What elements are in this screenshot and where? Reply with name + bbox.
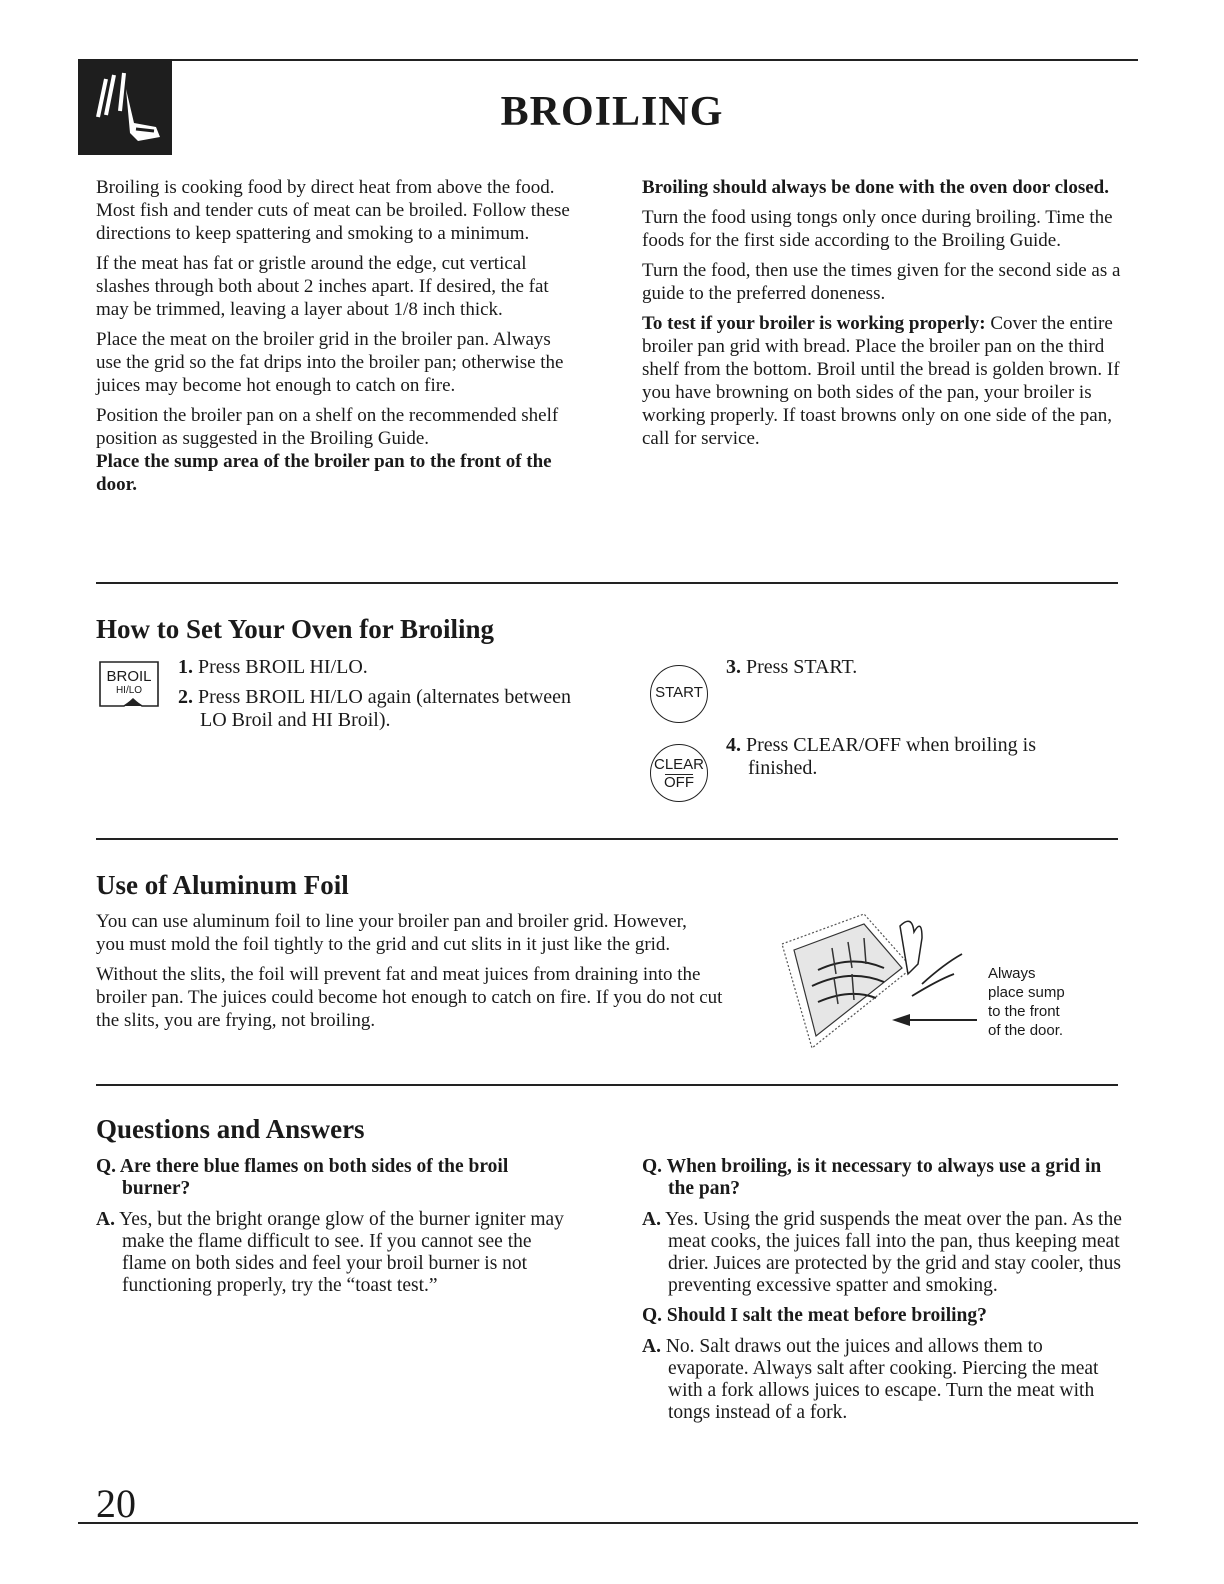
step-text: Press BROIL HI/LO.	[198, 656, 368, 678]
start-key-label: START	[655, 684, 703, 701]
answer-text: No. Salt draws out the juices and allows them to evaporate. Always salt after cooking. Piercing the meat with a fork allows juices to escape. Turn the meat with tongs instead of a fork.	[665, 1336, 1099, 1423]
question-text: Should I salt the meat before broiling?	[666, 1305, 987, 1326]
intro-paragraph: Turn the food, then use the times given for the second side as a guide to the preferred doneness.	[642, 260, 1121, 304]
question	[642, 1305, 1122, 1327]
foil-paragraph: Without the slits, the foil will prevent fat and meat juices from draining into the broiler pan. The juices could become hot enough to catch on fire. If you do not cut the slits, you are frying, not broiling.	[96, 964, 723, 1031]
setup-heading: How to Set Your Oven for Broiling	[96, 614, 495, 644]
intro-paragraph: Position the broiler pan on a shelf on the recommended shelf position as suggested in the Broiling Guide.	[96, 405, 559, 449]
caption-line: to the front	[988, 1003, 1060, 1020]
section-divider	[96, 1084, 1118, 1086]
step-2	[178, 686, 600, 732]
broiler-pan-illustration	[772, 908, 992, 1058]
section-divider	[96, 838, 1118, 840]
question-text: When broiling, is it necessary to always use a grid in the pan?	[666, 1156, 1102, 1199]
step-text: Press CLEAR/OFF when broiling is finished.	[746, 734, 1037, 779]
answer	[96, 1209, 566, 1297]
qa-left-column	[96, 1156, 566, 1305]
footer-rule	[78, 1522, 1138, 1524]
answer	[642, 1209, 1122, 1297]
answer-label: A.	[96, 1209, 115, 1230]
intro-left-column	[96, 176, 576, 503]
caption-line: place sump	[988, 984, 1065, 1001]
page-title: BROILING	[500, 89, 724, 135]
intro-paragraph: Broiling is cooking food by direct heat from above the food. Most fish and tender cuts of meat can be broiled. Follow these directions to keep spattering and smoking to a minimum.	[96, 177, 570, 244]
question-label: Q.	[96, 1156, 117, 1177]
step-1	[178, 656, 620, 679]
intro-paragraph: Turn the food using tongs only once during broiling. Time the foods for the first side according to the Broiling Guide.	[642, 207, 1113, 251]
qa-heading: Questions and Answers	[96, 1114, 365, 1144]
sump-caption	[988, 964, 1118, 1040]
intro-right-column	[642, 176, 1124, 457]
clear-off-key	[650, 744, 708, 802]
caption-line: of the door.	[988, 1022, 1064, 1039]
intro-paragraph: Place the meat on the broiler grid in the broiler pan. Always use the grid so the fat drips into the broiler pan; otherwise the juices may become hot enough to catch on fire.	[96, 329, 564, 396]
qa-right-column	[642, 1156, 1122, 1432]
caption-line: Always	[988, 965, 1036, 982]
question	[96, 1156, 566, 1200]
question-text: Are there blue flames on both sides of the broil burner?	[119, 1156, 509, 1199]
broil-key-label: BROIL	[106, 668, 152, 685]
step-number: 2.	[178, 686, 193, 708]
question-label: Q.	[642, 1305, 663, 1326]
broiler-test-paragraph	[642, 312, 1124, 450]
question-label: Q.	[642, 1156, 663, 1177]
broil-key	[96, 660, 162, 710]
door-closed-note: Broiling should always be done with the oven door closed.	[642, 177, 1109, 198]
header-rule	[78, 59, 1138, 61]
section-divider	[96, 582, 1118, 584]
step-text: Press START.	[746, 656, 858, 678]
answer-text: Yes. Using the grid suspends the meat over the pan. As the meat cooks, the juices fall into the pan, thus keeping meat drier. Juices are protected by the grid and stay cooler, thus preventing excessive spatter and smoking.	[665, 1209, 1122, 1296]
broiler-test-label: To test if your broiler is working properly:	[642, 313, 986, 334]
answer-label: A.	[642, 1209, 661, 1230]
clear-key-label: CLEAR	[653, 756, 705, 773]
foil-paragraph: You can use aluminum foil to line your broiler pan and broiler grid. However, you must mold the foil tightly to the grid and cut slits in it just like the grid.	[96, 911, 687, 955]
broiler-test-text: Cover the entire broiler pan grid with bread. Place the broiler pan on the third shelf from the bottom. Broil until the bread is golden brown. If you have browning on both sides of the pan, your broiler is working properly. If toast browns only on one side of the pan, call for service.	[642, 313, 1120, 449]
intro-paragraph: If the meat has fat or gristle around the edge, cut vertical slashes through both about 2 inches apart. If desired, the fat may be trimmed, leaving a layer about 1/8 inch thick.	[96, 253, 549, 320]
sump-warning: Place the sump area of the broiler pan to the front of the door.	[96, 451, 552, 495]
step-number: 1.	[178, 656, 193, 678]
start-key	[650, 665, 708, 723]
answer-label: A.	[642, 1336, 661, 1357]
step-text: Press BROIL HI/LO again (alternates between LO Broil and HI Broil).	[198, 686, 572, 731]
broil-key-sublabel: HI/LO	[115, 685, 143, 696]
step-4	[726, 734, 1078, 780]
question	[642, 1156, 1122, 1200]
foil-text	[96, 910, 746, 1039]
foil-heading: Use of Aluminum Foil	[96, 870, 349, 900]
answer-text: Yes, but the bright orange glow of the burner igniter may make the flame difficult to see. If you cannot see the flame on both sides and feel your broil burner is not functioning properly, try the “toast test.”	[119, 1209, 564, 1296]
off-key-label: OFF	[664, 774, 694, 791]
step-number: 3.	[726, 656, 741, 678]
answer	[642, 1336, 1122, 1424]
page-number: 20	[96, 1481, 136, 1526]
step-number: 4.	[726, 734, 741, 756]
step-3	[726, 656, 1128, 679]
